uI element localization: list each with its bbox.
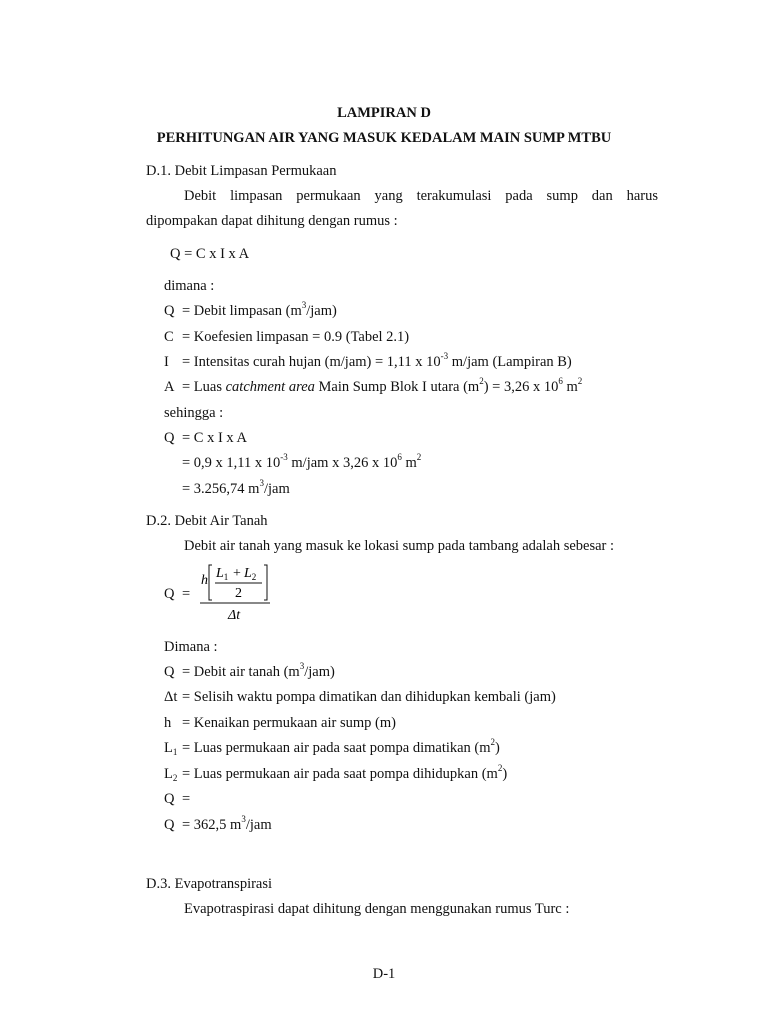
d2-def-q-sup: 3 xyxy=(299,661,305,671)
d1-def-a-sup2: 6 xyxy=(558,376,563,386)
d2-result-blank xyxy=(164,792,190,807)
d1-def-q-tail: /jam) xyxy=(306,303,337,319)
formula-left-bracket xyxy=(209,565,212,600)
d1-def-i-symbol: I xyxy=(164,354,169,370)
d1-def-a-sup3: 2 xyxy=(577,376,583,386)
d2-def-l2 xyxy=(164,763,508,783)
formula-delta-t: Δt xyxy=(228,608,241,623)
d1-dimana-label: dimana : xyxy=(164,278,215,294)
d1-calc-line1 xyxy=(164,431,247,446)
d1-def-a-text: = Luas xyxy=(182,379,226,395)
page-number: D-1 xyxy=(372,966,396,982)
d1-def-q-symbol: Q xyxy=(164,303,175,319)
d1-def-i-text: = Intensitas curah hujan (m/jam) = 1,11 x 10 xyxy=(182,354,441,370)
section-d1-heading: D.1. Debit Limpasan Permukaan xyxy=(146,163,337,179)
appendix-title: LAMPIRAN D xyxy=(337,105,431,121)
d1-calc-line2-sup3: 2 xyxy=(416,452,422,462)
d2-def-q xyxy=(164,661,335,680)
d1-def-c-symbol: C xyxy=(164,329,174,345)
d2-def-l2-text: = Luas permukaan air pada saat pompa dihidupkan (m xyxy=(182,766,498,782)
d1-def-q xyxy=(164,300,337,319)
d1-calc-line2 xyxy=(182,452,422,471)
d1-calc-line3-a: = 3.256,74 m xyxy=(182,481,260,497)
d2-def-l1-tail: ) xyxy=(495,740,500,756)
d1-calc-line2-sup1: -3 xyxy=(280,452,288,462)
d2-formula-q: Q xyxy=(164,586,175,602)
d1-calc-line2-c: m xyxy=(401,455,417,471)
formula-l2: $L_2$ xyxy=(244,566,257,582)
d2-result-blank-text: = xyxy=(182,791,191,807)
d3-paragraph: Evapotraspirasi dapat dihitung dengan menggunakan rumus Turc : xyxy=(184,901,570,917)
d1-def-a-sup1: 2 xyxy=(479,376,484,386)
d1-def-a xyxy=(164,376,583,395)
d1-def-a-mid2: ) = 3,26 x 10 xyxy=(483,379,559,395)
d2-result-value-tail: /jam xyxy=(245,817,272,833)
section-d3-heading: D.3. Evapotranspirasi xyxy=(146,876,273,892)
d2-def-dt-text: = Selisih waktu pompa dimatikan dan dihidupkan kembali (jam) xyxy=(182,689,556,705)
d1-paragraph-line1: Debit limpasan permukaan yang terakumulasi pada sump dan harus xyxy=(184,188,658,204)
groundwater-formula xyxy=(198,562,274,624)
d2-def-h xyxy=(164,716,396,731)
d2-def-l2-symbol: $L_2$ xyxy=(164,766,178,783)
d2-paragraph: Debit air tanah yang masuk ke lokasi sump pada tambang adalah sebesar : xyxy=(184,538,615,554)
d1-calc-line2-sup2: 6 xyxy=(397,452,402,462)
d2-def-dt xyxy=(164,690,556,705)
d2-formula-lhs xyxy=(164,587,190,602)
d1-calc-line2-a: = 0,9 x 1,11 x 10 xyxy=(182,455,281,471)
d1-def-a-mid: Main Sump Blok I utara (m xyxy=(314,379,480,395)
d1-calc-line3-sup: 3 xyxy=(259,478,264,488)
d1-calc-line1-text: = C x I x A xyxy=(182,430,247,446)
d1-calc-line3-b: /jam xyxy=(263,481,290,497)
d2-def-dt-symbol: Δt xyxy=(164,689,178,705)
d1-def-c-text: = Koefesien limpasan = 0.9 (Tabel 2.1) xyxy=(182,329,410,345)
d1-def-a-tail: m xyxy=(562,379,578,395)
d2-def-h-symbol: h xyxy=(164,715,172,731)
d2-def-l2-tail: ) xyxy=(502,766,508,782)
d2-def-q-text: = Debit air tanah (m xyxy=(182,664,300,680)
section-d2-heading: D.2. Debit Air Tanah xyxy=(146,513,268,529)
formula-right-bracket xyxy=(264,565,267,600)
d2-result-value-sup: 3 xyxy=(241,814,246,824)
d1-paragraph-line2: dipompakan dapat dihitung dengan rumus : xyxy=(146,213,398,229)
d2-def-h-text: = Kenaikan permukaan air sump (m) xyxy=(182,715,396,731)
d2-dimana-label: Dimana : xyxy=(164,639,218,655)
formula-l1: $L_1$ xyxy=(216,566,229,582)
d2-def-q-symbol: Q xyxy=(164,664,175,680)
d2-def-l1-symbol: $L_1$ xyxy=(164,740,178,757)
d2-result-value-text: = 362,5 m xyxy=(182,817,242,833)
formula-h: h xyxy=(201,573,208,588)
d1-def-i-tail: m/jam (Lampiran B) xyxy=(448,354,572,370)
d2-def-q-tail: /jam) xyxy=(304,664,335,680)
d1-calc-line3 xyxy=(182,478,290,497)
formula-plus: + xyxy=(233,566,241,581)
d2-def-l2-sup: 2 xyxy=(497,763,503,773)
d2-result-value-symbol: Q xyxy=(164,817,175,833)
d1-def-a-symbol: A xyxy=(164,379,175,395)
d1-formula: Q = C x I x A xyxy=(170,246,250,262)
formula-two: 2 xyxy=(235,586,242,601)
d1-def-a-italic: catchment area xyxy=(225,379,315,395)
d1-calc-line2-b: m/jam x 3,26 x 10 xyxy=(287,455,398,471)
d1-sehingga-label: sehingga : xyxy=(164,405,224,421)
d2-result-blank-symbol: Q xyxy=(164,791,175,807)
d1-def-c xyxy=(164,330,409,345)
d1-def-q-text: = Debit limpasan (m xyxy=(182,303,302,319)
d2-def-l1-sup: 2 xyxy=(490,737,496,747)
d2-def-l1-text: = Luas permukaan air pada saat pompa dimatikan (m xyxy=(182,740,491,756)
d1-def-q-sup: 3 xyxy=(301,300,307,310)
d2-def-l1 xyxy=(164,737,500,757)
d1-def-i-sup: -3 xyxy=(440,351,449,361)
d2-result-value xyxy=(164,814,272,833)
d1-calc-line1-symbol: Q xyxy=(164,430,175,446)
d1-def-i xyxy=(164,351,572,370)
d2-formula-equals: = xyxy=(182,586,191,602)
appendix-subtitle: PERHITUNGAN AIR YANG MASUK KEDALAM MAIN SUMP MTBU xyxy=(156,130,612,146)
